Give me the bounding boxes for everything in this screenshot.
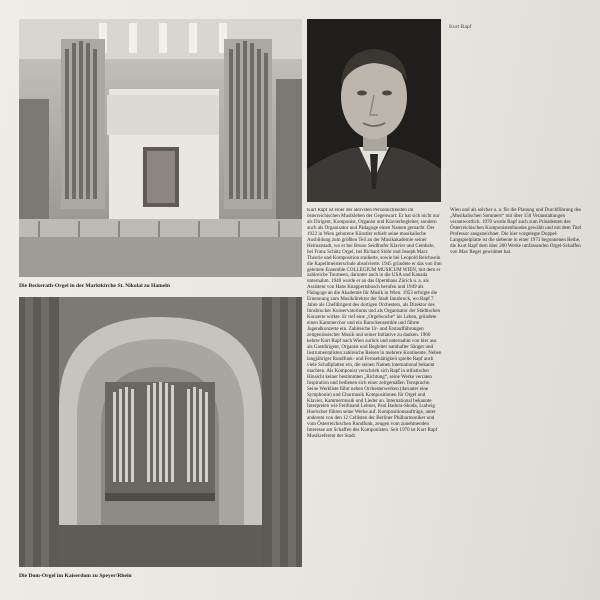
caption-organ-speyer: Die Dom-Orgel im Kaiserdom zu Speyer/Rhein xyxy=(19,573,132,579)
portrait-kurt-rapf xyxy=(307,19,441,202)
organ-photo-hameln xyxy=(19,19,302,277)
bio-column-2 xyxy=(450,208,582,256)
bio-text-1: Kurt Rapf ist einer der aktivsten Persönlichkeiten im österreichischen Musikleben der Gegenwart: Er hat sich nicht nur als Dirigent, Komponist, Organist und Klavierbegleiter, sondern auch als Organisator und Pädagoge einen Namen gemacht. Der 1922 in Wien geborene Künstler erhielt seine musikalische Ausbildung zum größten Teil an der Musikakademie seiner Heimatstadt, wo er bei Bruno Seidlhofer Klavier und Cembalo, bei Franz Schütz Orgel, bei Richard Stöhr und Joseph Marx Theorie und Komposition studierte, sowie bei Leopold Reichwein die Kapellmeisterschule absolvierte. 1945 gründete er das von ihm geleitete Ensemble COLLEGIUM MUSICUM WIEN, mit dem er zahlreiche Tourneen, darunter auch in die USA und Kanada unternahm. 1948 wurde er an das Opernhaus Zürich u. a. als Assistent von Hans Knappertsbusch berufen und 1949 als Pädagoge an die Akademie für Musik in Wien. 1953 erfolgte die Ernennung zum Musikdirektor der Stadt Innsbruck, wo Rapf 7 Jahre als Chefdirigent des dortigen Orchesters, als Direktor des Innsbrucker Konservatoriums und als Organisator der Städtischen Konzerte wirkte. Er rief eine „Orgelwoche“ ins Leben, gründete einen Kammerchor und ein Barockensemble und führte Jugendkonzerte ein. Zahlreiche Ur- und Erstaufführungen zeitgenössischer Musik und seiner Initiative zu danken. 1960 kehrte Kurt Rapf nach Wien zurück und unternahm von hier aus als Gastdirigent, Organist und Begleiter namhafter Sänger und Instrumentalisten zahlreiche Reisen in mehrere Kontinente. Neben langjähriger Rundfunk- und Fernsehtätigkeit spielte Rapf auch viele Schallplatten ein, die seinen Namen international bekannt machten. Als Komponist verschrieb sich Rapf in stilistischer Hinsicht keiner bestimmten „Richtung“, seine Werke verraten Inspiration und bedienen sich einer zeitgemäßen Tonsprache. Seine Werkliste führt neben Orchesterwerken (darunter eine Symphonie) und Chormusik Kompositionen für Orgel und Klavier, Kammermusik und Lieder an. International bekannte Interpreten wie Ferdinand Leitner, Paul Badura-Skoda, Ludwig Hoelscher führen seine Werke auf. Kompositionsaufträge, unter anderem von den 12 Cellisten der Berliner Philharmoniker und vom Österreichischen Rundfunk, zeugen vom zunehmenden Interesse am Schaffen des Komponisten. Seit 1970 ist Kurt Rapf Musikreferent der Stadt xyxy=(307,208,442,440)
bio-text-2: Wien und als solcher u. a. für die Planung und Durchführung des „Musikalischen Sommers“ mit über 150 Veranstaltungen verantwortlich. 1970 wurde Rapf auch zum Präsidenten des Österreichischen Komponistenbundes gewählt und mit dem Titel Professor ausgezeichnet. Die hier vorgelegte Doppel-Langspielplatte ist die siebente in einer 1973 begonnenen Reihe, die Kurt Rapf dem über 200 Werke umfassenden Orgel-Schaffen von Max Reger gewidmet hat. xyxy=(450,207,582,255)
portrait-credit: Kurt Rapf xyxy=(449,24,472,30)
bio-column-1 xyxy=(307,208,442,586)
organ-photo-speyer xyxy=(19,297,302,567)
caption-organ-hameln: Die Beckerath-Orgel in der Marktkirche St. Nikolai zu Hameln xyxy=(19,283,170,289)
